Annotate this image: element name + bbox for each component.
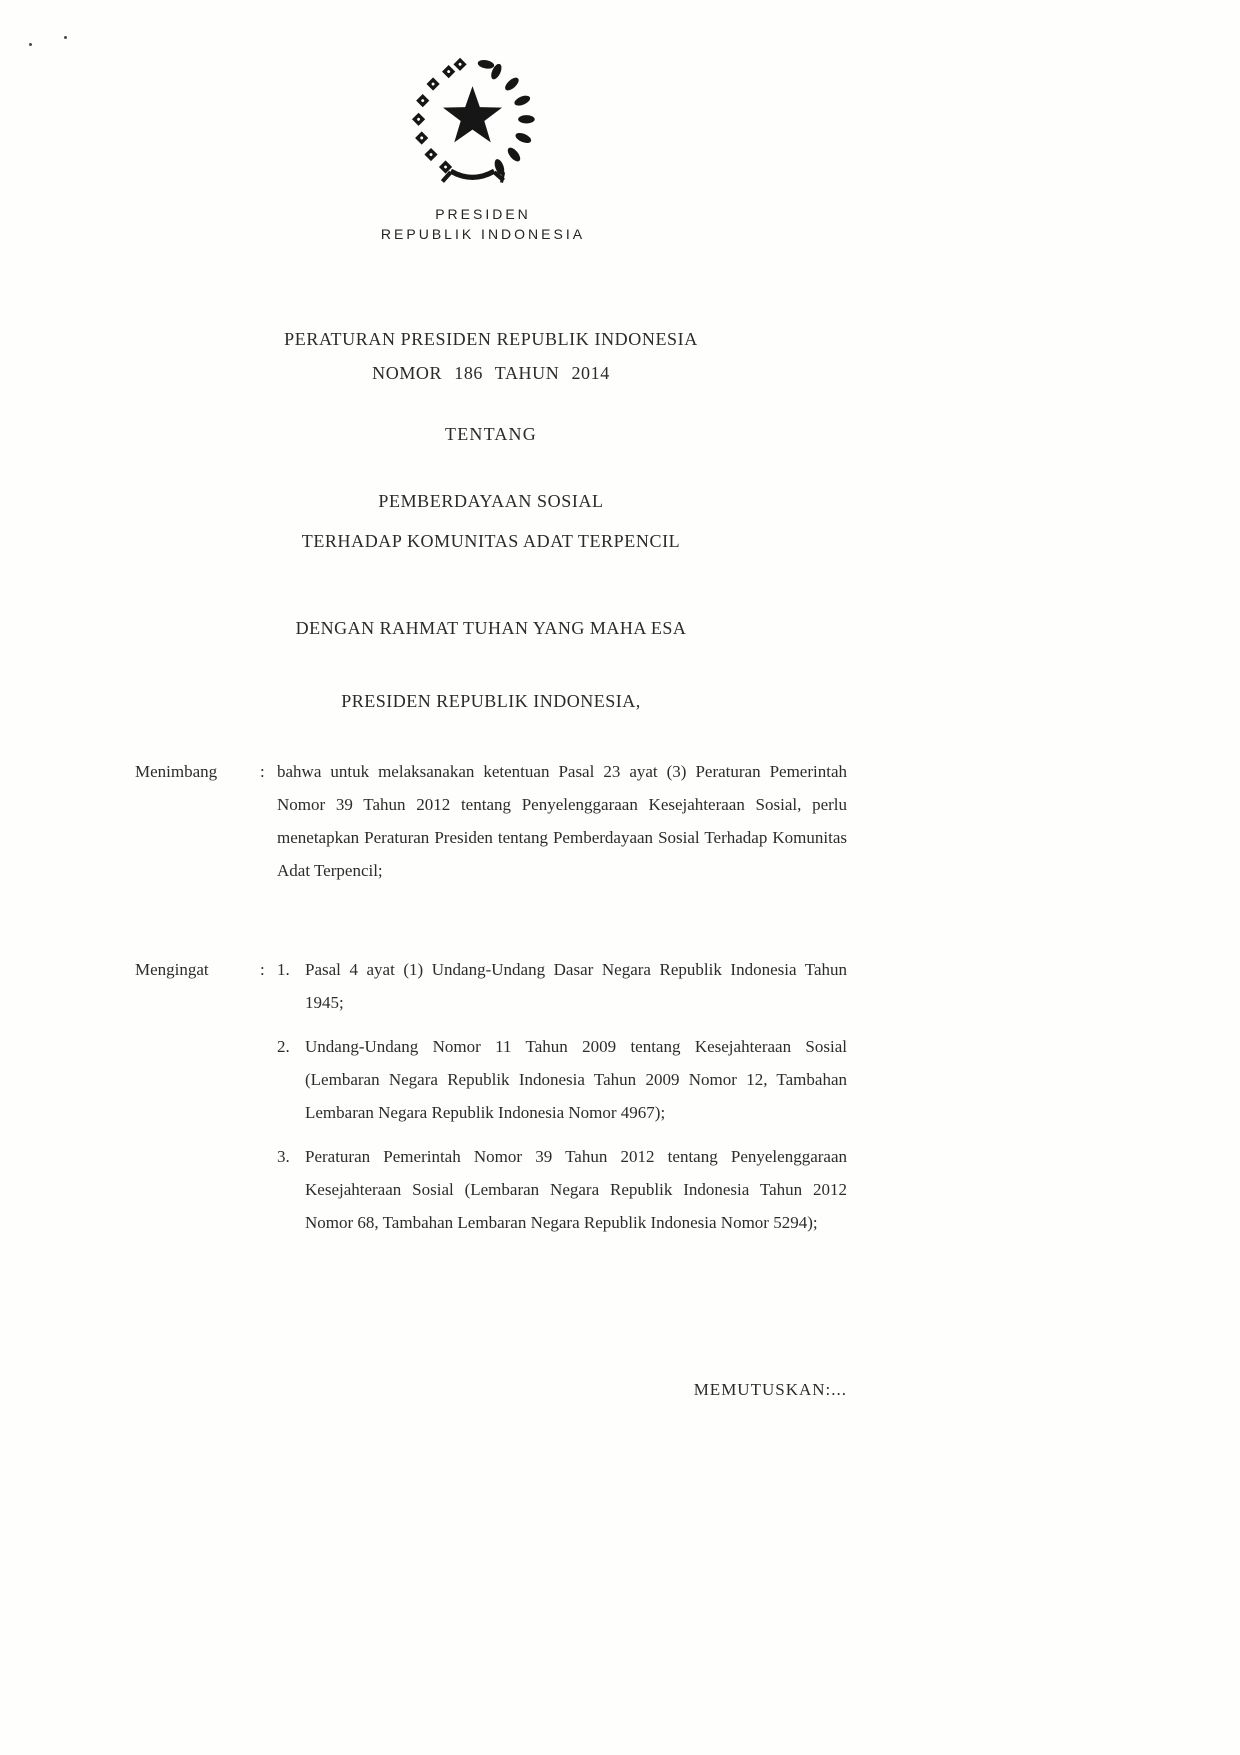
list-item bbox=[277, 953, 847, 1019]
mengingat-list bbox=[277, 953, 847, 1239]
tentang-heading: TENTANG bbox=[445, 424, 537, 444]
regulation-number: NOMOR 186 TAHUN 2014 bbox=[372, 363, 610, 383]
memutuskan-catchword: MEMUTUSKAN:... bbox=[693, 1380, 847, 1399]
item-number: 1. bbox=[277, 960, 290, 979]
garuda-seal-icon bbox=[405, 55, 540, 195]
agency-line-presiden: PRESIDEN bbox=[435, 206, 531, 222]
item-number: 2. bbox=[277, 1037, 290, 1056]
item-text: Peraturan Pemerintah Nomor 39 Tahun 2012 tentang Penyelenggaraan Kesejahteraan Sosial (Lembaran Negara Republik Indonesia Tahun 2012 Nomor 68, Tambahan Lembaran Negara Republik Indonesia Nomor 5294); bbox=[305, 1147, 847, 1232]
item-number: 3. bbox=[277, 1147, 290, 1166]
presidential-emblem bbox=[405, 55, 540, 195]
subject-line1: PEMBERDAYAAN SOSIAL bbox=[378, 491, 604, 511]
menimbang-label: Menimbang bbox=[135, 762, 218, 781]
list-item bbox=[277, 1030, 847, 1129]
menimbang-colon: : bbox=[260, 762, 265, 781]
scan-artifact-dot bbox=[64, 36, 67, 39]
regulation-title bbox=[135, 322, 847, 390]
item-text: Pasal 4 ayat (1) Undang-Undang Dasar Negara Republik Indonesia Tahun 1945; bbox=[305, 960, 847, 1012]
authority-line: PRESIDEN REPUBLIK INDONESIA, bbox=[341, 691, 641, 711]
mengingat-label: Mengingat bbox=[135, 960, 209, 979]
mengingat-colon: : bbox=[260, 960, 265, 979]
regulation-title-line1: PERATURAN PRESIDEN REPUBLIK INDONESIA bbox=[284, 329, 698, 349]
menimbang-section bbox=[135, 755, 847, 887]
agency-line-republik: REPUBLIK INDONESIA bbox=[380, 226, 586, 242]
regulation-subject bbox=[135, 481, 847, 561]
invocation-line: DENGAN RAHMAT TUHAN YANG MAHA ESA bbox=[295, 618, 687, 638]
agency-name bbox=[283, 204, 683, 244]
item-text: Undang-Undang Nomor 11 Tahun 2009 tentang Kesejahteraan Sosial (Lembaran Negara Republik Indonesia Tahun 2009 Nomor 12, Tambahan Lembaran Negara Republik Indonesia Nomor 4967); bbox=[305, 1037, 847, 1122]
menimbang-text: bahwa untuk melaksanakan ketentuan Pasal 23 ayat (3) Peraturan Pemerintah Nomor 39 Tahun 2012 tentang Penyelenggaraan Kesejahteraan Sosial, perlu menetapkan Peraturan Presiden tentang Pemberdayaan Sosial Terhadap Komunitas Adat Terpencil; bbox=[277, 762, 847, 880]
scan-artifact-dot bbox=[29, 43, 32, 46]
mengingat-section bbox=[135, 953, 847, 1239]
subject-line2: TERHADAP KOMUNITAS ADAT TERPENCIL bbox=[301, 531, 681, 551]
list-item bbox=[277, 1140, 847, 1239]
